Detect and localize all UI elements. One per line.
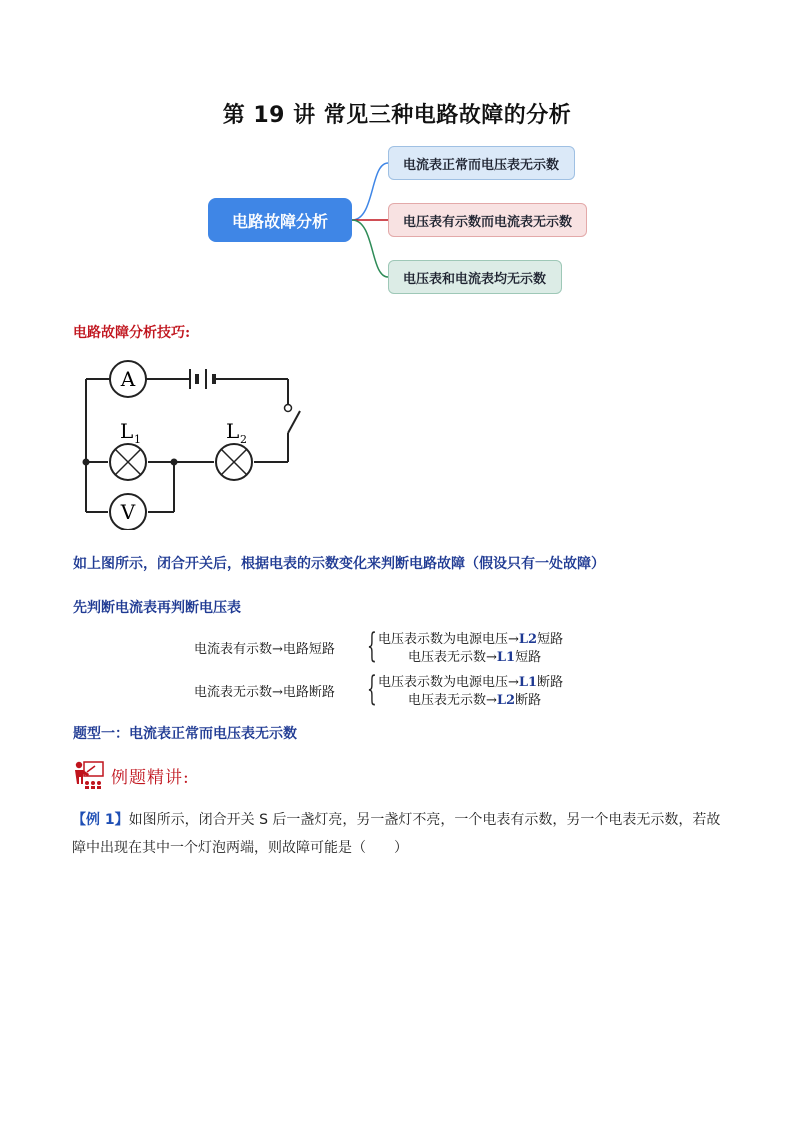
- example-tag: 【例 1】: [72, 812, 129, 828]
- circuit-diagram: [74, 355, 314, 530]
- svg-text:V: V: [120, 500, 136, 524]
- type-1-heading: 题型一：电流表正常而电压表无示数: [73, 726, 297, 742]
- svg-text:L: L: [120, 419, 134, 443]
- svg-text:2: 2: [240, 433, 247, 446]
- lamp-l1: [110, 419, 146, 480]
- svg-text:1: 1: [134, 433, 141, 446]
- svg-text:L: L: [226, 419, 240, 443]
- example-text: 如图所示，闭合开关 S 后一盏灯亮，另一盏灯不亮，一个电表有示数，另一个电表无示数，若故障中出现在其中一个灯泡两端，则故障可能是（ ）: [72, 812, 721, 856]
- logic-2-line-2: 电压表无示数→L2断路: [408, 693, 542, 708]
- page-title: 第 19 讲 常见三种电路故障的分析: [222, 103, 572, 128]
- logic-condition-2: 电流表无示数→电路断路: [194, 685, 335, 700]
- logic-1-line-2: 电压表无示数→L1短路: [408, 650, 542, 665]
- switch-contact: [285, 405, 292, 412]
- junction-dot: [83, 459, 90, 466]
- brace-1: {: [367, 626, 377, 666]
- teacher-icon: [73, 760, 105, 790]
- svg-text:A: A: [120, 367, 136, 391]
- brace-2: {: [367, 669, 377, 709]
- junction-dot: [171, 459, 178, 466]
- mindmap-center-node: 电路故障分析: [208, 198, 352, 242]
- tips-heading: 电路故障分析技巧:: [73, 325, 191, 341]
- example-heading: 例题精讲:: [111, 767, 190, 788]
- mindmap-branch-3: 电压表和电流表均无示数: [388, 260, 562, 294]
- logic-1-line-1: 电压表示数为电源电压→L2短路: [378, 632, 564, 647]
- ammeter: [110, 361, 146, 397]
- order-tip: 先判断电流表再判断电压表: [73, 600, 241, 616]
- mindmap-branch-2: 电压表有示数而电流表无示数: [388, 203, 587, 237]
- voltmeter: [110, 494, 146, 530]
- mindmap-branch-1: 电流表正常而电压表无示数: [388, 146, 575, 180]
- lamp-l2: [216, 419, 252, 480]
- logic-condition-1: 电流表有示数→电路短路: [194, 642, 335, 657]
- logic-2-line-1: 电压表示数为电源电压→L1断路: [378, 675, 564, 690]
- circuit-description: 如上图所示，闭合开关后，根据电表的示数变化来判断电路故障（假设只有一处故障）: [73, 556, 605, 572]
- example-header: [73, 760, 190, 790]
- example-question: [72, 806, 732, 862]
